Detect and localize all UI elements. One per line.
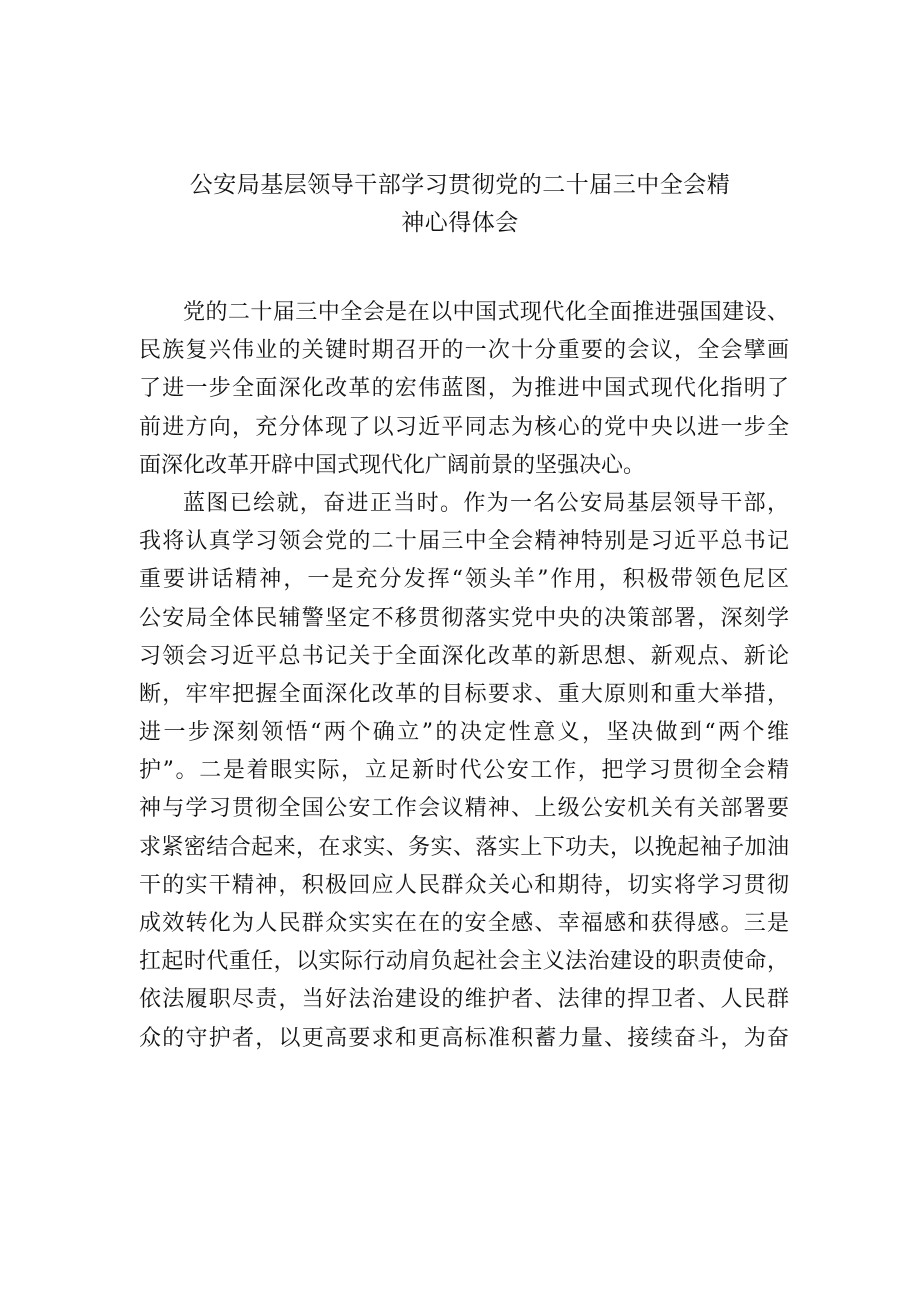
paragraph-line: 护”。二是着眼实际，立足新时代公安工作，把学习贯彻全会精 <box>139 758 789 784</box>
title-line-2: 神心得体会 <box>401 210 519 236</box>
document-title <box>120 166 800 242</box>
title-line-1: 公安局基层领导干部学习贯彻党的二十届三中全会精 <box>189 172 731 198</box>
paragraph-line: 了进一步全面深化改革的宏伟蓝图，为推进中国式现代化指明了 <box>139 376 789 402</box>
paragraph-line: 成效转化为人民群众实实在在的安全感、幸福感和获得感。三是 <box>139 911 789 936</box>
paragraph-line: 众的守护者，以更高要求和更高标准积蓄力量、接续奋斗，为奋 <box>139 1025 789 1051</box>
paragraph-line: 党的二十届三中全会是在以中国式现代化全面推进强国建设、 <box>183 300 789 325</box>
paragraph-line: 我将认真学习领会党的二十届三中全会精神特别是习近平总书记 <box>139 529 789 555</box>
paragraph-line: 习领会习近平总书记关于全面深化改革的新思想、新观点、新论 <box>139 643 789 669</box>
paragraph-line: 重要讲话精神，一是充分发挥“领头羊”作用，积极带领色尼区 <box>139 567 789 593</box>
paragraph-line: 断，牢牢把握全面深化改革的目标要求、重大原则和重大举措， <box>139 681 789 707</box>
paragraph-line: 公安局全体民辅警坚定不移贯彻落实党中央的决策部署，深刻学 <box>139 605 789 631</box>
paragraph-2 <box>139 485 789 1058</box>
paragraph-line: 求紧密结合起来，在求实、务实、落实上下功夫，以挽起袖子加油 <box>139 834 789 860</box>
paragraph-line: 面深化改革开辟中国式现代化广阔前景的坚强决心。 <box>139 452 646 478</box>
paragraph-line: 扛起时代重任，以实际行动肩负起社会主义法治建设的职责使命， <box>139 949 789 975</box>
paragraph-line: 民族复兴伟业的关键时期召开的一次十分重要的会议，全会擘画 <box>139 338 789 364</box>
paragraph-line: 蓝图已绘就，奋进正当时。作为一名公安局基层领导干部， <box>183 490 789 516</box>
document-body <box>139 294 789 1058</box>
paragraph-line: 神与学习贯彻全国公安工作会议精神、上级公安机关有关部署要 <box>139 796 789 822</box>
paragraph-line: 依法履职尽责，当好法治建设的维护者、法律的捍卫者、人民群 <box>139 987 789 1013</box>
paragraph-line: 进一步深刻领悟“两个确立”的决定性意义，坚决做到“两个维 <box>139 720 789 746</box>
paragraph-line: 前进方向，充分体现了以习近平同志为核心的党中央以进一步全 <box>139 414 789 440</box>
paragraph-1 <box>139 294 789 485</box>
paragraph-line: 干的实干精神，积极回应人民群众关心和期待，切实将学习贯彻 <box>139 872 789 898</box>
